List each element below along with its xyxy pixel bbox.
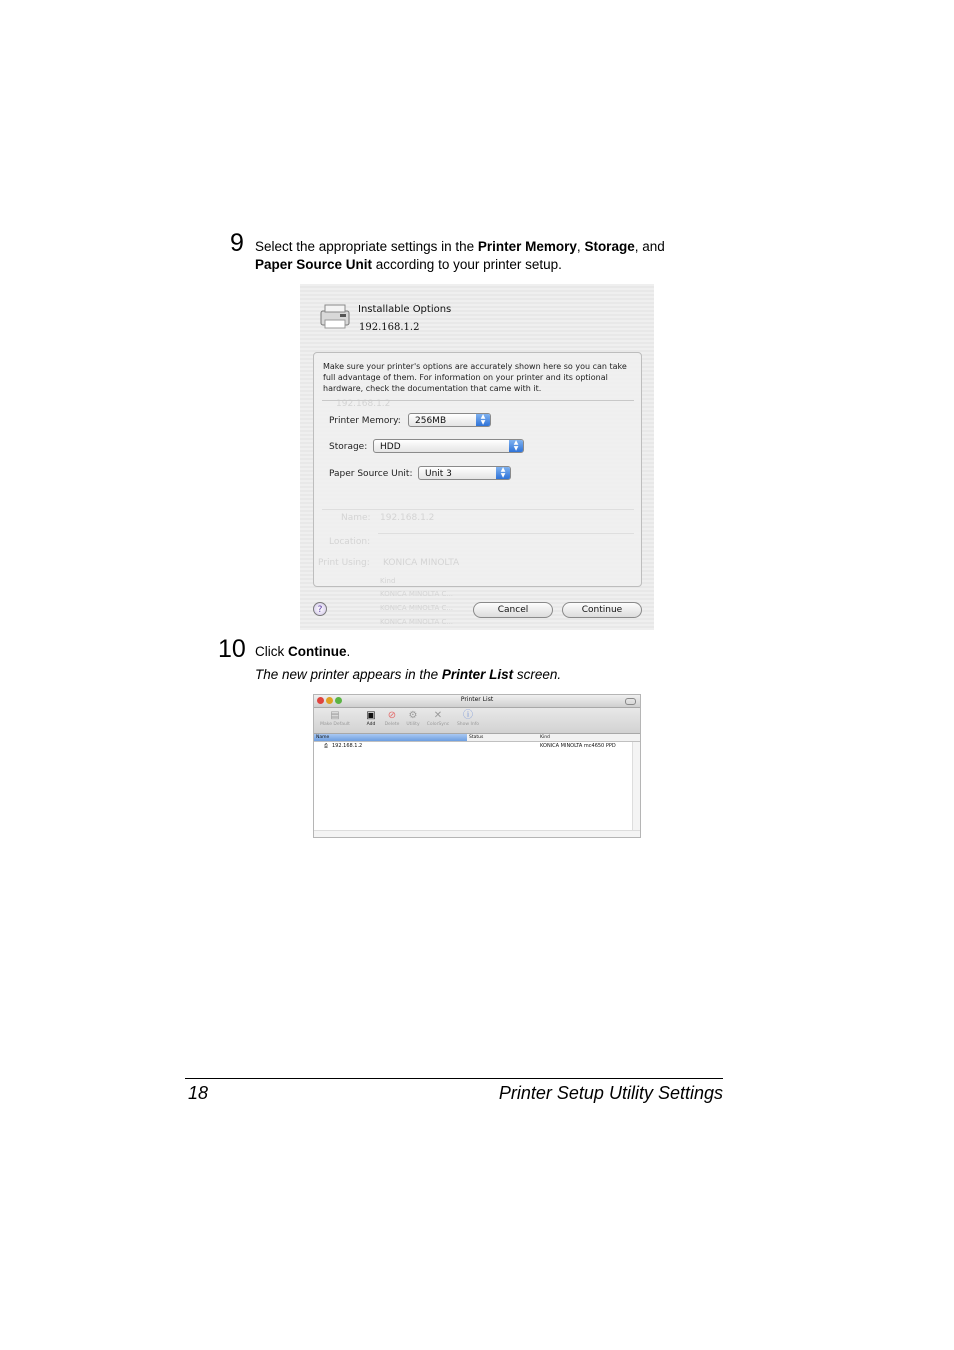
- step-9-text-part: ,: [576, 239, 585, 254]
- ghost-text: 192.168.1.2: [380, 513, 435, 523]
- tool-label: Add: [366, 722, 376, 727]
- printer-memory-value: 256MB: [415, 416, 447, 426]
- paper-source-unit-popup[interactable]: [418, 466, 511, 480]
- table-row[interactable]: [314, 742, 640, 750]
- step-10-text-part: Click: [255, 644, 288, 659]
- printer-row-icon: ⎙: [324, 743, 329, 749]
- ghost-text: Print Using:: [318, 558, 370, 568]
- step-10-note: [255, 667, 561, 682]
- printer-name-cell: 192.168.1.2: [332, 743, 363, 749]
- show-info-button[interactable]: [454, 710, 482, 727]
- term-paper-source-unit: Paper Source Unit: [255, 257, 373, 272]
- window-toolbar: [314, 708, 640, 734]
- footer-title: Printer Setup Utility Settings: [498, 1083, 723, 1103]
- paper-source-unit-value: Unit 3: [425, 469, 452, 479]
- ghost-text: Name:: [341, 513, 371, 523]
- ghost-text: KONICA MINOLTA C...: [380, 618, 454, 626]
- note-part: The new printer appears in the: [255, 667, 442, 682]
- page-number: 18: [188, 1083, 209, 1103]
- vertical-scrollbar[interactable]: [632, 742, 641, 830]
- step-9-text: [255, 238, 735, 274]
- ghost-text: Location:: [329, 537, 371, 547]
- popup-arrows-icon: ▲ ▼: [509, 440, 523, 452]
- step-9-text-part: Select the appropriate settings in the: [255, 239, 478, 254]
- paper-source-unit-label: Paper Source Unit:: [329, 469, 413, 479]
- column-header-status[interactable]: Status: [469, 735, 484, 740]
- window-titlebar: [314, 695, 640, 708]
- printer-list-window: [313, 694, 641, 838]
- window-title: Printer List: [460, 696, 494, 703]
- installable-options-dialog: [300, 284, 654, 630]
- info-icon: ⓘ: [463, 710, 473, 721]
- printer-memory-label: Printer Memory:: [329, 416, 401, 426]
- colorsync-button[interactable]: [424, 710, 452, 727]
- make-default-button[interactable]: [318, 710, 352, 727]
- term-printer-list: Printer List: [441, 667, 514, 682]
- tool-label: Utility: [406, 722, 420, 727]
- step-10-number: 10: [218, 635, 246, 663]
- step-9-text-part: , and: [634, 239, 665, 254]
- colorsync-icon: ✕: [433, 710, 443, 721]
- popup-arrows-icon: ▲ ▼: [476, 414, 490, 426]
- ghost-text: KONICA MINOLTA C...: [380, 604, 454, 612]
- options-panel: [313, 352, 642, 587]
- ghost-text: KONICA MINOLTA C...: [380, 590, 454, 598]
- storage-label: Storage:: [329, 442, 368, 452]
- ghost-text: KONICA MINOLTA: [383, 558, 460, 568]
- ghost-text: 192.168.1.2: [336, 399, 391, 409]
- term-storage: Storage: [584, 239, 635, 254]
- options-info-text: Make sure your printer's options are accurately shown here so you can take full advantage of them. For information on your printer and its optional hardware, check the documentation that came with it.: [323, 362, 627, 393]
- printer-icon: [318, 302, 352, 330]
- toolbar-toggle-icon[interactable]: [625, 698, 636, 705]
- add-printer-icon: ▣: [366, 710, 376, 721]
- continue-button[interactable]: Continue: [562, 602, 642, 618]
- ghost-text: Kind: [380, 577, 396, 585]
- step-9-text-part: according to your printer setup.: [372, 257, 562, 272]
- step-10-text-part: .: [346, 644, 351, 659]
- horizontal-scrollbar[interactable]: [314, 830, 640, 838]
- tool-label: Make Default: [320, 722, 350, 727]
- ghost-line: [322, 509, 634, 510]
- utility-button[interactable]: [400, 710, 426, 727]
- delete-icon: ⊘: [387, 710, 397, 721]
- dialog-ip-address: 192.168.1.2: [359, 322, 420, 333]
- term-printer-memory: Printer Memory: [477, 239, 577, 254]
- popup-arrows-icon: ▲ ▼: [496, 467, 510, 479]
- column-header-row: [314, 734, 640, 742]
- storage-popup[interactable]: [373, 439, 524, 453]
- utility-icon: ⚙: [408, 710, 418, 721]
- ghost-line: [378, 533, 634, 534]
- printer-kind-cell: KONICA MINOLTA mc4650 PPD: [540, 743, 616, 749]
- tool-label: Show Info: [456, 722, 480, 727]
- step-10-text: [255, 643, 350, 661]
- dialog-title: Installable Options: [358, 304, 452, 315]
- tool-label: Delete: [384, 722, 400, 727]
- column-header-name[interactable]: Name: [314, 734, 467, 741]
- printer-default-icon: ▤: [330, 710, 340, 721]
- separator: [322, 400, 634, 401]
- printer-memory-popup[interactable]: [408, 413, 491, 427]
- tool-label: ColorSync: [426, 722, 450, 727]
- footer-rule: [185, 1078, 723, 1079]
- storage-value: HDD: [380, 442, 401, 452]
- step-9-number: 9: [230, 229, 244, 257]
- note-part: screen.: [513, 667, 562, 682]
- column-header-kind[interactable]: Kind: [540, 735, 550, 740]
- term-continue: Continue: [288, 644, 347, 659]
- help-button[interactable]: ?: [313, 602, 327, 616]
- cancel-button[interactable]: Cancel: [473, 602, 553, 618]
